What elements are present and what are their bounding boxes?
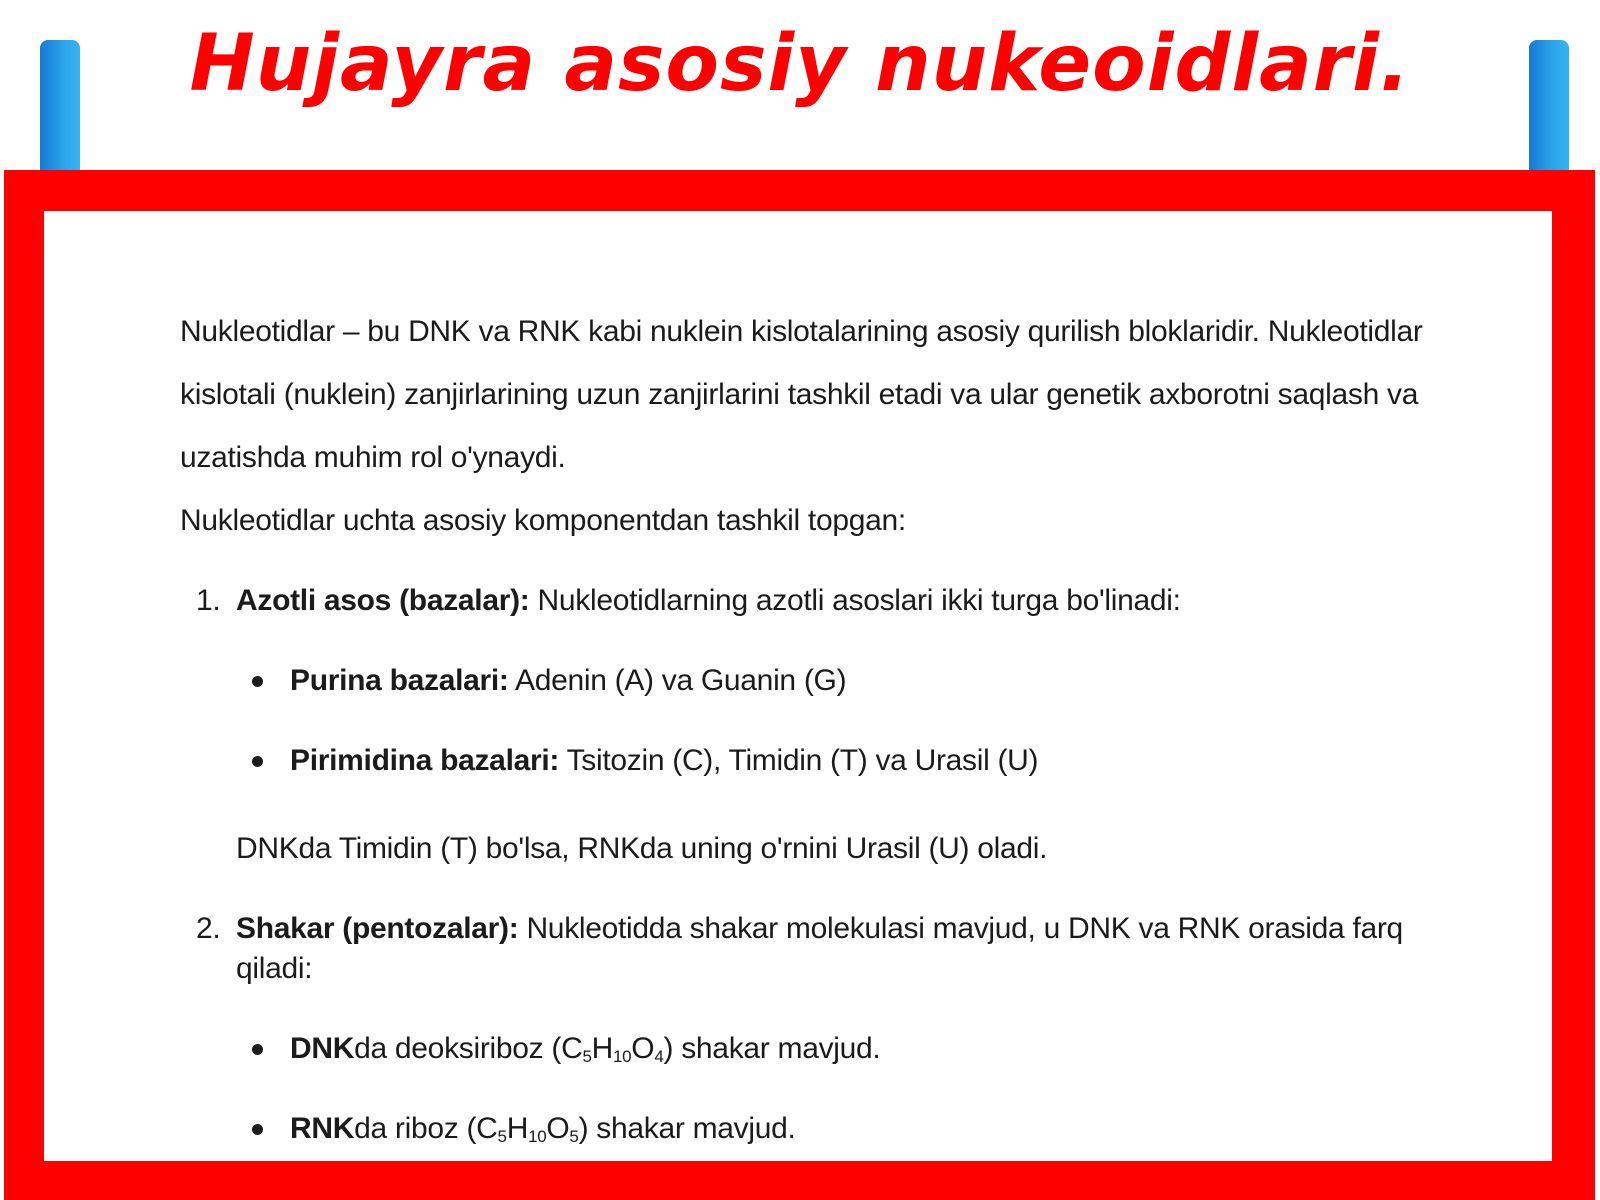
bullet-dot-icon — [252, 1124, 263, 1135]
formula-subscript: 10 — [612, 1047, 632, 1066]
bullet-term: Purina bazalari: — [290, 664, 509, 697]
list-item-sugar — [196, 909, 1430, 989]
formula-subscript: 10 — [528, 1127, 547, 1146]
intro-paragraph: Nukleotidlar – bu DNK va RNK kabi nuklein kislotalarining asosiy qurilish bloklaridir. Nukleotidlar kislotali (nuklein) zanjirlarining uzun zanjirlarini tashkil etadi va ular genetik axborotni saqlash va uzatishda muhim rol o'ynaydi. — [180, 315, 1423, 474]
formula-subscript: 5 — [582, 1047, 592, 1066]
formula-text: da deoksiriboz (C — [354, 1032, 583, 1065]
bullet-text: Adenin (A) va Guanin (G) — [508, 664, 847, 697]
item-text: Nukleotidda shakar molekulasi mavjud, u DNK va RNK orasida farq qiladi: — [236, 912, 1403, 985]
formula-text: ) shakar mavjud. — [578, 1112, 796, 1145]
item-term: Azotli asos (bazalar): — [236, 584, 530, 617]
formula-subscript: 5 — [569, 1127, 579, 1146]
item-text: Nukleotidlarning azotli asoslari ikki turga bo'linadi: — [529, 584, 1181, 617]
formula-text: H — [591, 1032, 613, 1065]
components-intro: Nukleotidlar uchta asosiy komponentdan tashkil topgan: — [180, 504, 906, 537]
list-item-nitrogen-base — [196, 581, 1430, 621]
formula-text: O — [546, 1112, 570, 1145]
formula-text: ) shakar mavjud. — [663, 1032, 881, 1065]
bullet-dot-icon — [252, 756, 263, 767]
bullet-dot-icon — [252, 1044, 263, 1055]
bullet-term: Pirimidina bazalari: — [290, 744, 560, 777]
list-number: 1. — [196, 584, 221, 617]
list-number: 2. — [196, 912, 221, 945]
bullet-purine — [252, 661, 1430, 701]
formula-text: da riboz (C — [354, 1112, 498, 1145]
formula-text: O — [631, 1032, 655, 1065]
bullet-dna-sugar — [252, 1029, 1430, 1069]
bullet-term: RNK — [290, 1112, 355, 1145]
bullet-pyrimidine — [252, 741, 1430, 781]
formula-subscript: 5 — [497, 1127, 507, 1146]
bullet-text: Tsitozin (C), Timidin (T) va Urasil (U) — [559, 744, 1039, 777]
bullet-dot-icon — [252, 676, 263, 687]
content-text — [180, 300, 1430, 1149]
formula-subscript: 4 — [654, 1047, 664, 1066]
bullet-rna-sugar — [252, 1109, 1430, 1149]
formula-text: H — [506, 1112, 529, 1145]
thymine-uracil-note: DNKda Timidin (T) bo'lsa, RNKda uning o'rnini Urasil (U) oladi. — [236, 832, 1048, 865]
bullet-term: DNK — [290, 1032, 355, 1065]
slide-title: Hujayra asosiy nukeoidlari. — [189, 19, 1411, 109]
item-term: Shakar (pentozalar): — [236, 912, 519, 945]
